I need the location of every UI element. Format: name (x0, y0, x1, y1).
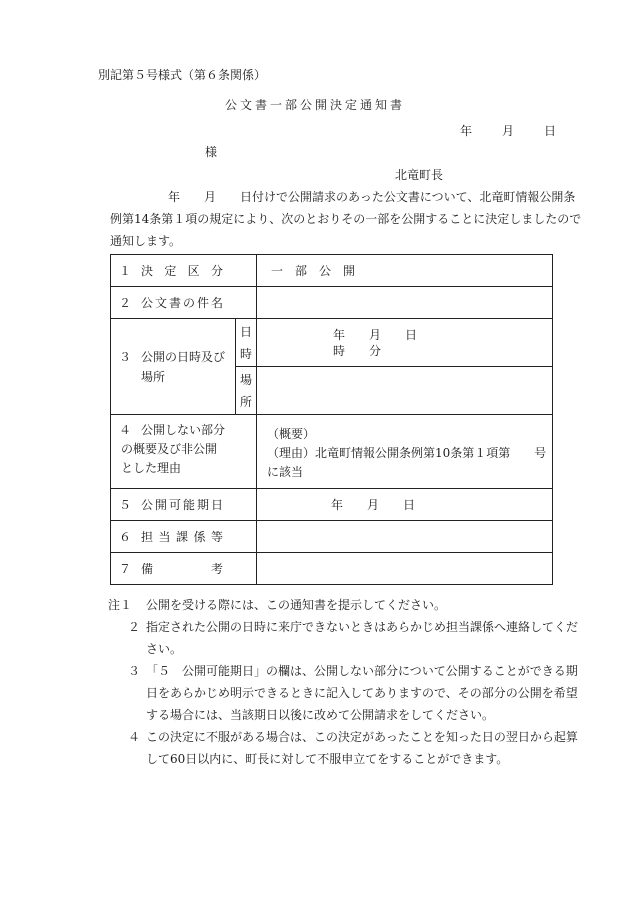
addressee: 様 (205, 145, 218, 159)
label-text: 決定区分 (141, 264, 223, 278)
notes (108, 594, 578, 770)
value-decision (257, 255, 553, 287)
value-available-date[interactable] (257, 489, 553, 521)
table-row-decision (111, 255, 553, 287)
row-number: ３ (119, 349, 132, 364)
label-text: 公文書の件名 (141, 296, 223, 310)
sublabel-date-b: 時 (239, 346, 252, 361)
label-remarks (111, 553, 257, 585)
date-month: 月 (502, 124, 515, 138)
body-line-2: 例第14条第１項の規定により、次のとおりその一部を公開することに決定しましたので (110, 212, 582, 226)
value-department[interactable] (257, 521, 553, 553)
value-datetime[interactable] (257, 319, 553, 367)
body-line-1: 年 月 日付けで公開請求のあった公文書について、北竜町情報公開条 (168, 190, 576, 204)
label-department (111, 521, 257, 553)
label-text: 公開可能期日 (141, 498, 223, 512)
label-available-date (111, 489, 257, 521)
sublabel-date-a: 日 (239, 324, 252, 339)
note-4 (108, 726, 578, 770)
row-number: １ (119, 264, 132, 278)
label-text-a: 公開しない部分 (141, 423, 226, 437)
notice-table (110, 254, 553, 585)
table-row-document-name (111, 287, 553, 319)
label-text: 担当課係等 (141, 530, 223, 544)
form-id: 別記第５号様式（第６条関係） (98, 68, 267, 82)
summary-label: （概要） (267, 427, 316, 441)
row-number: ７ (119, 562, 132, 576)
date-value: 年 月 日 (333, 327, 418, 342)
available-date-value: 年 月 日 (331, 498, 416, 512)
table-row-department (111, 521, 553, 553)
issuer: 北竜町長 (395, 168, 444, 182)
decision-value: 一 部 公 開 (271, 264, 356, 278)
value-withheld[interactable] (257, 415, 553, 489)
label-text-c: とした理由 (121, 461, 182, 475)
row-number: ５ (119, 498, 132, 512)
label-document-name (111, 287, 257, 319)
value-place[interactable] (257, 367, 553, 415)
date-day: 日 (544, 124, 557, 138)
note-number: 注１ (108, 598, 133, 612)
label-text-b: 場所 (141, 369, 166, 384)
table-row-available-date (111, 489, 553, 521)
row-number: ６ (119, 530, 132, 544)
note-number: ３ (127, 664, 140, 678)
body-text (110, 186, 582, 252)
note-text: 公開を受ける際には、この通知書を提示してください。 (146, 598, 447, 612)
label-datetime-place (111, 319, 236, 415)
row-number: ４ (119, 423, 132, 437)
note-text: この決定に不服がある場合は、この決定があったことを知った日の翌日から起算して60日以内に、町長に対して不服申立てをすることができます。 (146, 730, 578, 766)
note-1 (108, 594, 578, 616)
label-decision (111, 255, 257, 287)
sublabel-place-a: 場 (239, 372, 252, 387)
note-number: ２ (127, 620, 140, 634)
table-row-remarks (111, 553, 553, 585)
time-value: 時 分 (333, 343, 382, 358)
table-row-withheld (111, 415, 553, 489)
value-remarks[interactable] (257, 553, 553, 585)
note-2 (108, 616, 578, 660)
table-row-datetime (111, 319, 553, 367)
sublabel-date (236, 319, 257, 367)
reason-text: （理由）北竜町情報公開条例第10条第１項第 号に該当 (267, 446, 547, 479)
value-document-name[interactable] (257, 287, 553, 319)
note-number: ４ (127, 730, 140, 744)
date-year: 年 (460, 124, 473, 138)
note-3 (108, 660, 578, 726)
row-number: ２ (119, 296, 132, 310)
sublabel-place-b: 所 (239, 394, 252, 409)
label-text-b: の概要及び非公開 (121, 442, 218, 456)
note-text: 「５ 公開可能期日」の欄は、公開しない部分について公開することができる期日をあらかじめ明示できるときに記入してありますので、その部分の公開を希望する場合には、当該期日以後に改めて公開請求をしてください。 (146, 664, 578, 722)
issue-date (460, 122, 556, 139)
label-text-a: 公開の日時及び (141, 349, 226, 364)
sublabel-place (236, 367, 257, 415)
note-text: 指定された公開の日時に来庁できないときはあらかじめ担当課係へ連絡してください。 (146, 620, 579, 656)
label-text: 備考 (141, 562, 223, 576)
label-withheld (111, 415, 257, 489)
document-title: 公文書一部公開決定通知書 (224, 98, 405, 112)
body-line-3: 通知します。 (110, 234, 182, 248)
